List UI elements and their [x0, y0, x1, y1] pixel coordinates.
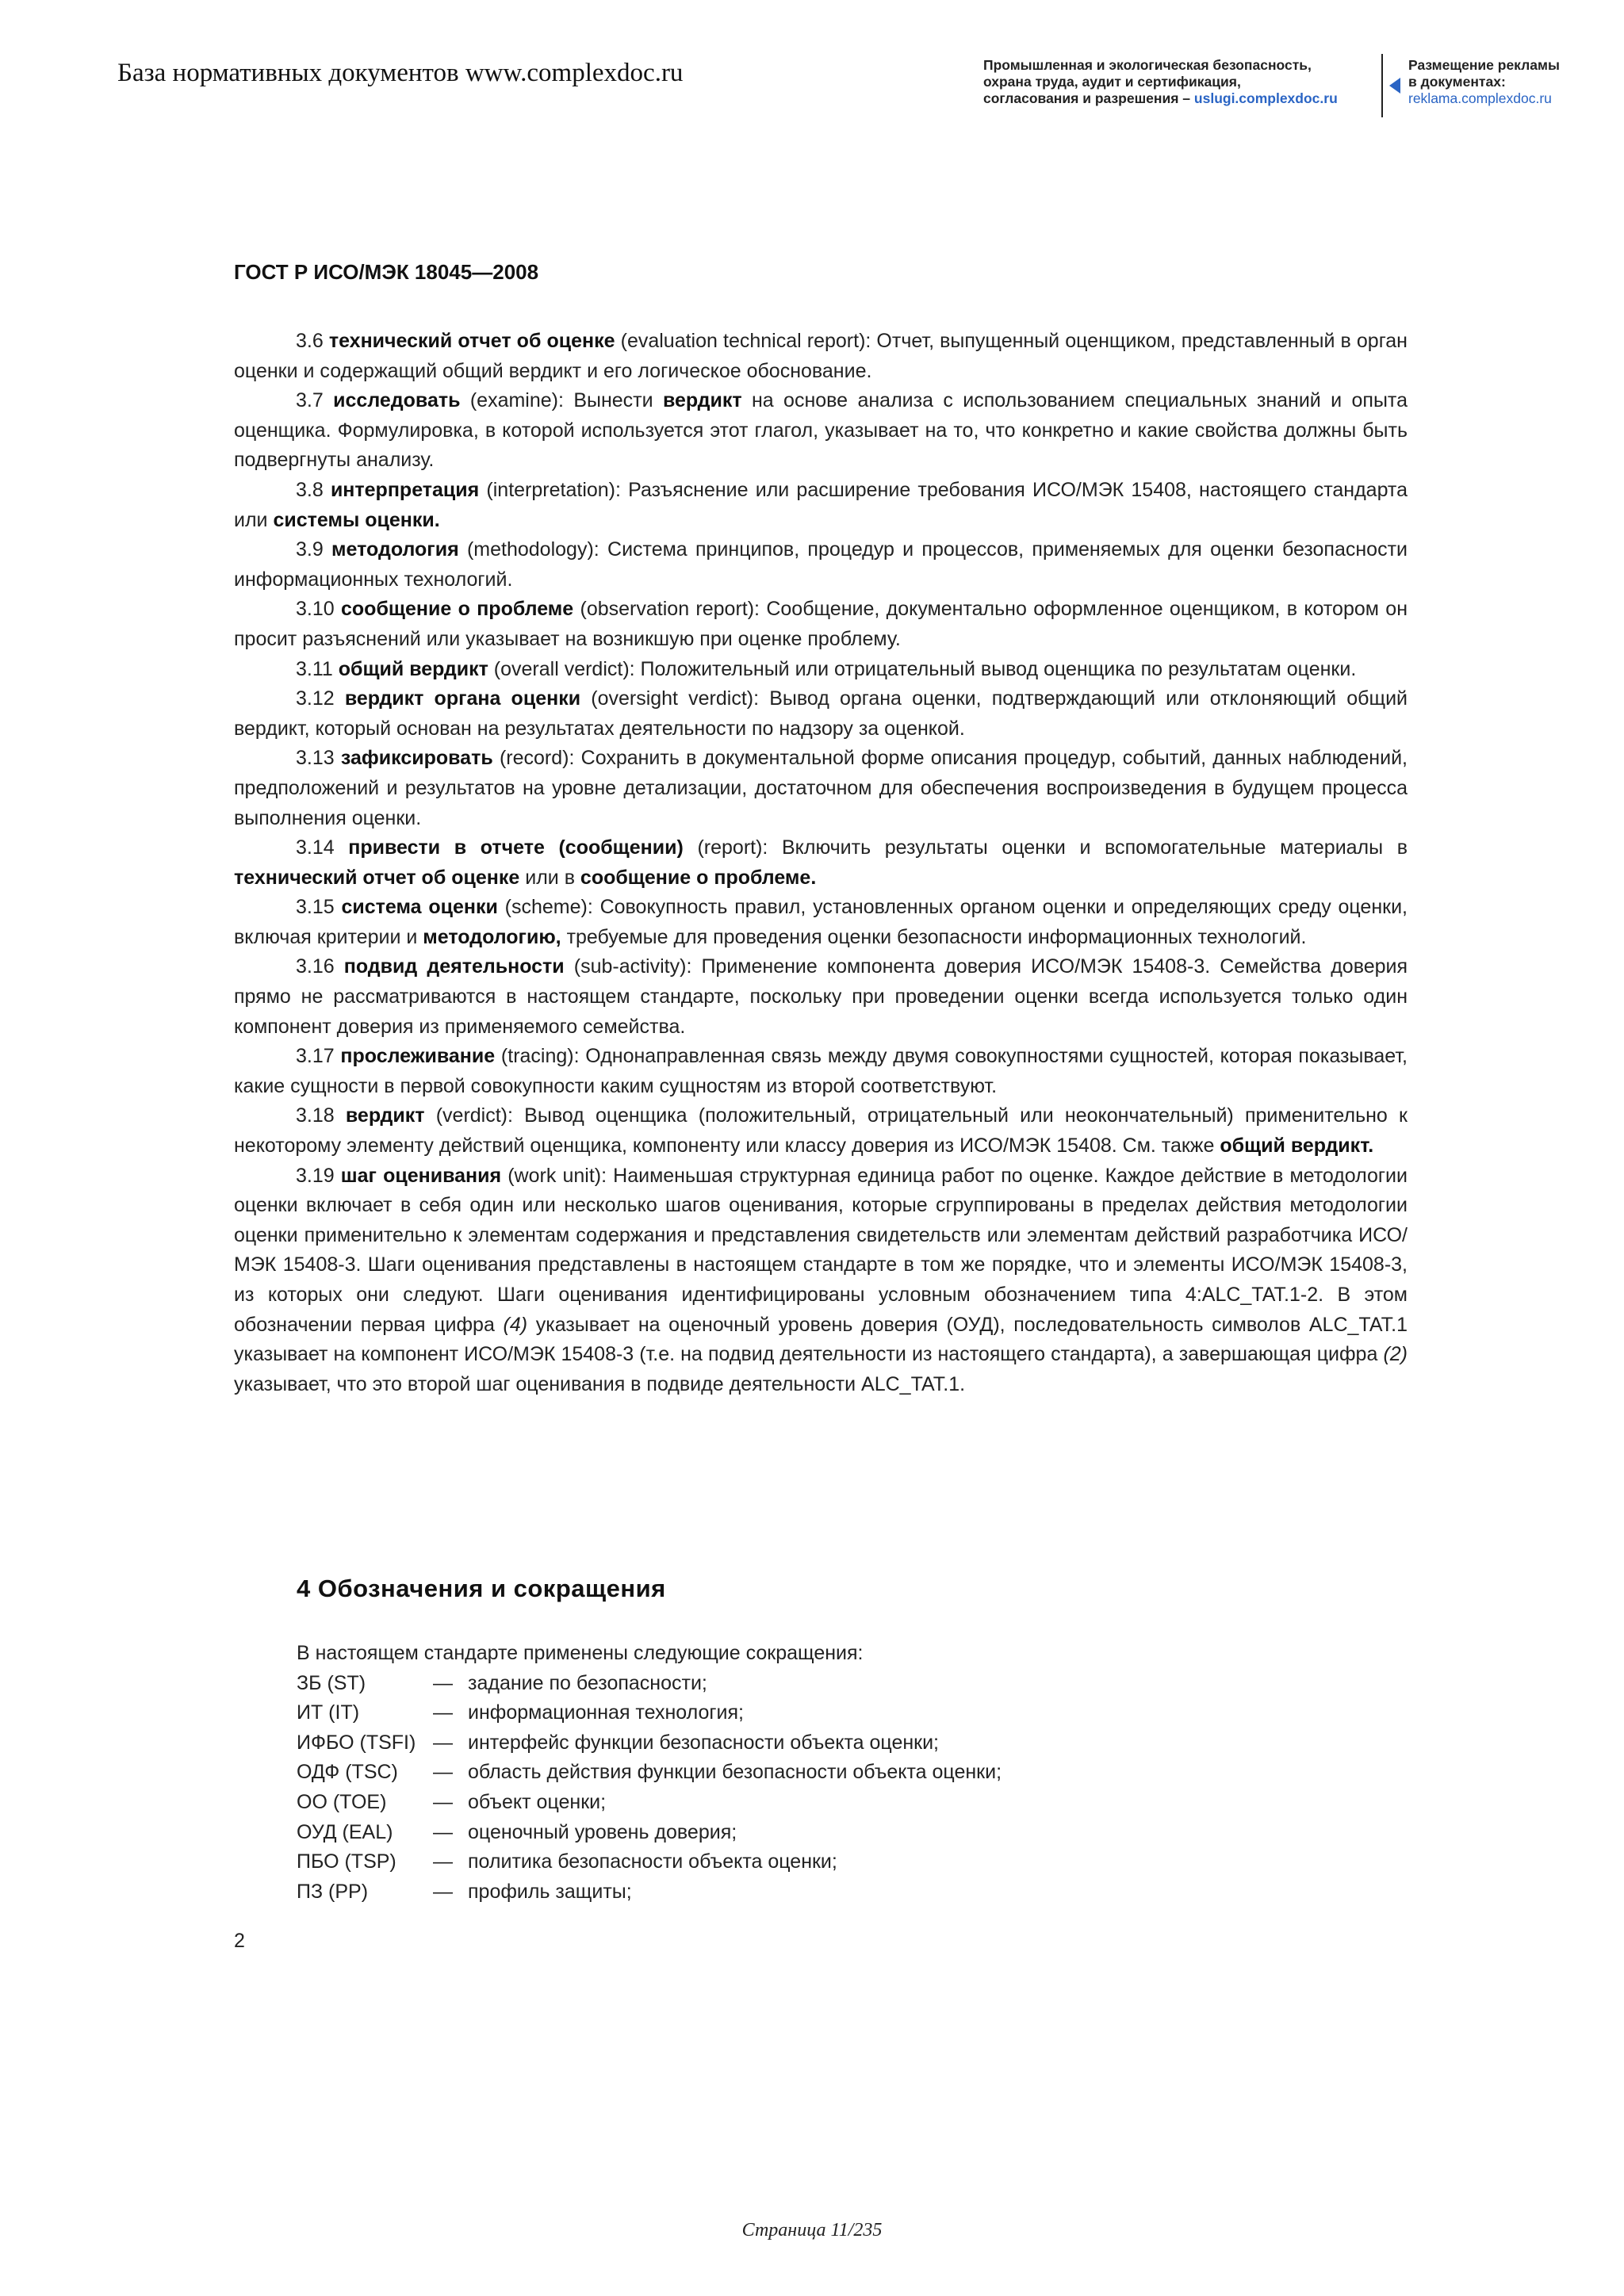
term-text: (evaluation technical report): Отчет, выпущенный оценщиком, представленный в орган оценки и содержащий общий вердикт и его логическое обоснование.: [234, 330, 1408, 382]
term-text: (4): [503, 1313, 528, 1336]
abbreviation-definition: объект оценки;: [468, 1790, 607, 1813]
term-number: 3.12: [296, 687, 345, 710]
term-text: (verdict): Вывод оценщика (положительный, отрицательный или неокончательный) применительно к некоторому элементу действий оценщика, компоненту или классу доверия из ИСО/МЭК 15408. См. также: [234, 1104, 1408, 1158]
page-footer: Страница 11/235: [741, 2220, 883, 2241]
abbreviation-term: ПБО (TSP): [297, 1850, 396, 1873]
term-text: требуемые для проведения оценки безопасности информационных технологий.: [561, 925, 1307, 948]
term-keyword: методология: [331, 538, 459, 561]
term-number: 3.13: [296, 747, 341, 770]
abbreviation-dash: —: [433, 1790, 453, 1813]
abbreviation-definition: область действия функции безопасности объекта оценки;: [468, 1761, 1002, 1784]
term-text: (sub-activity): Применение компонента доверия ИСО/МЭК 15408-3. Семейства доверия прямо не рассматриваются в настоящем стандарте, поскольку при проведении оценки всегда используется только один компонент доверия из применяемого семейства.: [234, 955, 1408, 1038]
abbreviation-definition: профиль защиты;: [468, 1880, 632, 1903]
abbreviation-term: ОУД (EAL): [297, 1820, 393, 1843]
header-divider: [1381, 54, 1383, 117]
services-banner: [983, 57, 1372, 107]
standard-title: ГОСТ Р ИСО/МЭК 18045—2008: [234, 260, 539, 284]
term-text: (tracing): Однонаправленная связь между двумя совокупностями сущностей, которая показывает, какие сущности в первой совокупности каким сущностям из второй соответствуют.: [234, 1045, 1408, 1097]
ad-banner: [1408, 57, 1607, 107]
term-number: 3.14: [296, 836, 349, 859]
abbreviation-term: ИТ (IT): [297, 1701, 360, 1724]
abbreviation-dash: —: [433, 1850, 453, 1873]
term-keyword: интерпретация: [330, 478, 480, 501]
abbreviation-row: [297, 1818, 1327, 1848]
abbreviation-term: ПЗ (PP): [297, 1880, 369, 1903]
term-text: указывает на оценочный уровень доверия (ОУД), последовательность символов ALC_TAT.1 указывает на компонент ИСО/МЭК 15408-3 (т.е. на подвид деятельности из настоящего стандарта), а завершающая цифра: [234, 1313, 1408, 1366]
abbreviation-dash: —: [433, 1731, 453, 1754]
term-paragraph: [234, 595, 1408, 654]
term-keyword: технический отчет об оценке: [328, 330, 615, 352]
term-keyword: исследовать: [333, 389, 461, 412]
ad-line: Размещение рекламы: [1408, 57, 1560, 73]
term-keyword: зафиксировать: [340, 747, 493, 770]
abbreviation-dash: —: [433, 1671, 453, 1694]
abbreviations-intro: В настоящем стандарте применены следующие сокращения:: [297, 1642, 864, 1664]
term-number: 3.15: [296, 896, 342, 919]
abbreviation-definition: оценочный уровень доверия;: [468, 1820, 737, 1843]
abbreviation-definition: интерфейс функции безопасности объекта оценки;: [468, 1731, 940, 1754]
services-link[interactable]: uslugi.complexdoc.ru: [1193, 90, 1338, 106]
term-number: 3.18: [296, 1104, 346, 1127]
term-keyword: вердикт: [662, 389, 742, 412]
term-number: 3.8: [296, 478, 331, 501]
abbreviation-term: ЗБ (ST): [297, 1671, 366, 1694]
term-text: (interpretation): Разъяснение или расширение требования ИСО/МЭК 15408, настоящего стандарта или: [234, 478, 1408, 531]
abbreviation-term: ОО (TOE): [297, 1790, 387, 1813]
term-number: 3.6: [296, 330, 329, 352]
term-keyword: сообщение о проблеме: [341, 598, 574, 621]
term-keyword: общий вердикт.: [1220, 1135, 1374, 1158]
term-text: (overall verdict): Положительный или отрицательный вывод оценщика по результатам оценки.: [488, 657, 1357, 680]
abbreviation-dash: —: [433, 1880, 453, 1903]
term-paragraph: [234, 833, 1408, 893]
services-line: Промышленная и экологическая безопасность,: [983, 57, 1312, 73]
term-keyword: вердикт: [345, 1104, 425, 1127]
abbreviation-row: [297, 1698, 1327, 1728]
term-number: 3.11: [296, 657, 339, 680]
services-line: согласования и разрешения – uslugi.complexdoc.ru: [983, 90, 1338, 106]
term-paragraph: [234, 1161, 1408, 1400]
term-text: (observation report): Сообщение, документально оформленное оценщиком, в котором он просит разъяснений или указывает на возникшую при оценке проблему.: [234, 598, 1408, 650]
term-keyword: привести в отчете (сообщении): [348, 836, 684, 859]
term-number: 3.17: [296, 1045, 341, 1068]
term-keyword: общий вердикт: [338, 657, 488, 680]
term-paragraph: [234, 893, 1408, 952]
term-text: (2): [1383, 1343, 1408, 1366]
abbreviation-row: [297, 1669, 1327, 1699]
term-number: 3.9: [296, 538, 332, 561]
term-paragraph: [234, 386, 1408, 476]
section-heading: 4 Обозначения и сокращения: [297, 1575, 666, 1602]
term-keyword: система оценки: [341, 896, 498, 919]
term-text: (scheme): Совокупность правил, установленных органом оценки и определяющих среду оценки, включая критерии и: [234, 896, 1408, 948]
term-text: (record): Сохранить в документальной форме описания процедур, событий, данных наблюдений, предположений и результатов на уровне детализации, достаточном для обеспечения воспроизведения в будущем процесса выполнения оценки.: [234, 747, 1408, 829]
ad-line: в документах:: [1408, 74, 1506, 90]
term-paragraph: [234, 1101, 1408, 1161]
term-text: (report): Включить результаты оценки и вспомогательные материалы в: [683, 836, 1408, 859]
term-text: или в: [519, 866, 580, 889]
term-number: 3.19: [296, 1164, 341, 1187]
abbreviation-term: ОДФ (TSC): [297, 1761, 398, 1784]
abbreviation-row: [297, 1728, 1327, 1758]
term-number: 3.7: [296, 389, 334, 412]
abbreviation-dash: —: [433, 1761, 453, 1784]
abbreviation-row: [297, 1877, 1327, 1908]
term-paragraph: [234, 684, 1408, 744]
term-paragraph: [234, 1042, 1408, 1101]
abbreviation-row: [297, 1758, 1327, 1788]
abbreviation-row: [297, 1847, 1327, 1877]
term-text: указывает, что это второй шаг оценивания в подвиде деятельности ALC_TAT.1.: [234, 1372, 966, 1395]
site-title: База нормативных документов www.complexdoc.ru: [117, 59, 684, 87]
term-paragraph: [234, 952, 1408, 1042]
term-text: на основе анализа с использованием специальных знаний и опыта оценщика. Формулировка, в которой используется этот глагол, указывает на то, что конкретно и какие свойства должны быть подвергнуты анализу.: [234, 389, 1408, 472]
abbreviation-dash: —: [433, 1701, 453, 1724]
term-keyword: системы оценки.: [273, 508, 440, 531]
term-text: (oversight verdict): Вывод органа оценки, подтверждающий или отклоняющий общий вердикт, который основан на результатах деятельности по надзору за оценкой.: [234, 687, 1408, 740]
term-paragraph: [234, 655, 1408, 685]
term-text: (examine): Вынести: [460, 389, 663, 412]
terms-list: [234, 327, 1408, 1399]
term-keyword: технический отчет об оценке: [234, 866, 520, 889]
term-keyword: прослеживание: [340, 1045, 496, 1068]
abbreviation-definition: политика безопасности объекта оценки;: [468, 1850, 837, 1873]
term-paragraph: [234, 535, 1408, 595]
term-keyword: сообщение о проблеме.: [580, 866, 817, 889]
services-line: охрана труда, аудит и сертификация,: [983, 74, 1241, 90]
term-paragraph: [234, 744, 1408, 833]
abbreviation-dash: —: [433, 1820, 453, 1843]
term-number: 3.10: [296, 598, 341, 621]
term-text: (work unit): Наименьшая структурная единица работ по оценке. Каждое действие в методологии оценки включает в себя один или несколько шагов оценивания, которые сгруппированы в пределах действия методологии оценки применительно к элементам содержания и представления свидетельств или элементам действий разработчика ИСО/МЭК 15408-3. Шаги оценивания представлены в настоящем стандарте в том же порядке, что и элементы ИСО/МЭК 15408-3, из которых они следуют. Шаги оценивания идентифицированы условным обозначением типа 4:ALC_TAT.1-2. В этом обозначении первая цифра: [234, 1164, 1408, 1336]
term-keyword: шаг оценивания: [340, 1164, 502, 1187]
term-keyword: подвид деятельности: [343, 955, 565, 978]
abbreviations-list: [297, 1639, 1327, 1907]
term-paragraph: [234, 327, 1408, 386]
term-paragraph: [234, 476, 1408, 535]
page-number: 2: [234, 1930, 245, 1952]
term-keyword: вердикт органа оценки: [344, 687, 581, 710]
arrow-left-icon: [1389, 78, 1400, 94]
abbreviation-term: ИФБО (TSFI): [297, 1731, 416, 1754]
term-number: 3.16: [296, 955, 344, 978]
term-keyword: методологию,: [423, 925, 561, 948]
abbreviation-row: [297, 1788, 1327, 1818]
abbreviation-definition: информационная технология;: [468, 1701, 744, 1724]
ad-link[interactable]: reklama.complexdoc.ru: [1408, 90, 1552, 106]
term-text: (methodology): Система принципов, процедур и процессов, применяемых для оценки безопасности информационных технологий.: [234, 538, 1408, 591]
abbreviation-definition: задание по безопасности;: [468, 1671, 707, 1694]
